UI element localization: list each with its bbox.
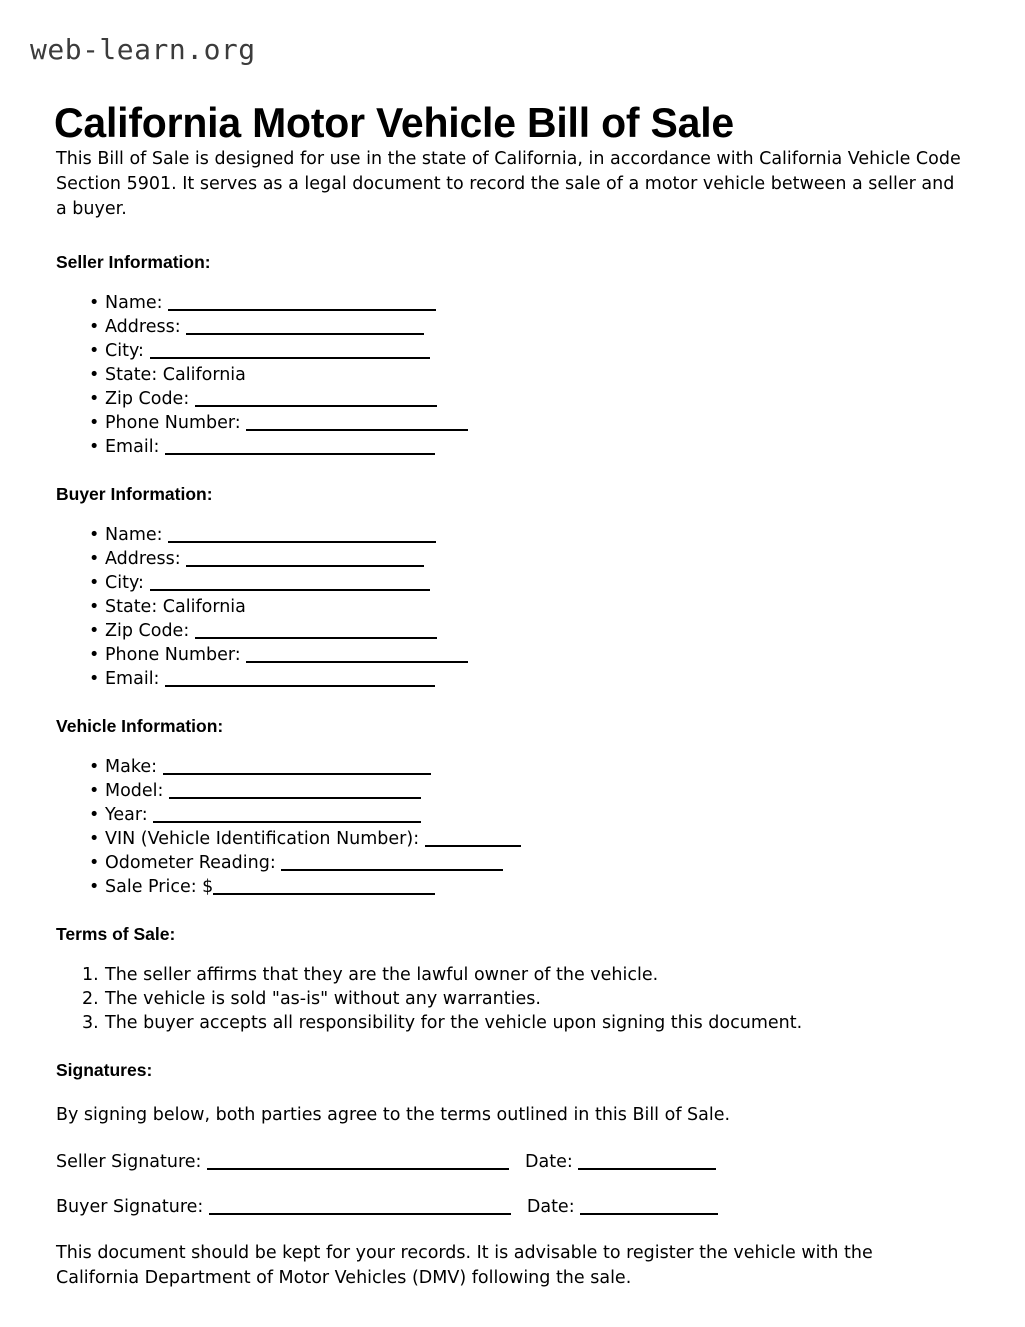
field-label: City: bbox=[105, 341, 150, 361]
field-label: Model: bbox=[105, 781, 170, 801]
form-field-row bbox=[56, 779, 968, 803]
field-label: Zip Code: bbox=[105, 389, 195, 409]
field-blank-line[interactable] bbox=[281, 854, 503, 871]
form-field-row bbox=[56, 595, 968, 619]
field-blank-line[interactable] bbox=[246, 414, 468, 431]
field-label: Zip Code: bbox=[105, 621, 195, 641]
field-blank-line[interactable] bbox=[213, 878, 435, 895]
form-field-row bbox=[56, 643, 968, 667]
form-field-row bbox=[56, 411, 968, 435]
field-blank-line[interactable] bbox=[163, 758, 431, 775]
field-label: Phone Number: bbox=[105, 645, 247, 665]
field-label: State: California bbox=[105, 365, 246, 385]
intro-paragraph: This Bill of Sale is designed for use in the state of California, in accordance with California Vehicle Code Section 5901. It serves as a legal document to record the sale of a motor vehicle between a seller and a buyer. bbox=[56, 149, 961, 219]
field-label: Address: bbox=[105, 549, 187, 569]
site-logo: web-learn.org bbox=[30, 33, 256, 66]
form-field-row bbox=[56, 619, 968, 643]
field-blank-line[interactable] bbox=[153, 806, 421, 823]
field-blank-line[interactable] bbox=[150, 342, 430, 359]
field-label: VIN (Vehicle Identification Number): bbox=[105, 829, 425, 849]
form-field-row bbox=[56, 291, 968, 315]
term-item bbox=[56, 1011, 968, 1035]
form-field-row bbox=[56, 339, 968, 363]
field-label: Email: bbox=[105, 669, 166, 689]
signature-blank-line[interactable] bbox=[209, 1198, 511, 1215]
signature-label: Buyer Signature: bbox=[56, 1197, 209, 1217]
form-field-row bbox=[56, 827, 968, 851]
signature-blank-line[interactable] bbox=[207, 1153, 509, 1170]
signatures-heading: Signatures: bbox=[56, 1060, 153, 1080]
page-title: California Motor Vehicle Bill of Sale bbox=[54, 99, 734, 147]
seller-information-heading: Seller Information: bbox=[56, 252, 211, 272]
buyer-fields-list bbox=[56, 523, 968, 691]
field-label: Address: bbox=[105, 317, 187, 337]
form-field-row bbox=[56, 547, 968, 571]
seller-fields-list bbox=[56, 291, 968, 459]
terms-of-sale-heading: Terms of Sale: bbox=[56, 924, 176, 944]
terms-list bbox=[56, 963, 968, 1035]
field-label: Odometer Reading: bbox=[105, 853, 282, 873]
field-blank-line[interactable] bbox=[168, 526, 436, 543]
form-field-row bbox=[56, 875, 968, 899]
field-blank-line[interactable] bbox=[186, 318, 424, 335]
vehicle-fields-list bbox=[56, 755, 968, 899]
term-item bbox=[56, 987, 968, 1011]
field-label: Make: bbox=[105, 757, 163, 777]
form-field-row bbox=[56, 387, 968, 411]
term-number: 1. bbox=[82, 965, 99, 985]
form-field-row bbox=[56, 755, 968, 779]
field-blank-line[interactable] bbox=[246, 646, 468, 663]
field-blank-line[interactable] bbox=[195, 390, 437, 407]
field-label: Phone Number: bbox=[105, 413, 247, 433]
signatures-intro: By signing below, both parties agree to the terms outlined in this Bill of Sale. bbox=[56, 1105, 731, 1125]
form-field-row bbox=[56, 851, 968, 875]
field-blank-line[interactable] bbox=[169, 782, 421, 799]
field-label: Year: bbox=[105, 805, 154, 825]
field-label: Sale Price: $ bbox=[105, 877, 214, 897]
signature-label: Seller Signature: bbox=[56, 1152, 208, 1172]
term-text: The buyer accepts all responsibility for the vehicle upon signing this document. bbox=[105, 1013, 803, 1033]
term-text: The vehicle is sold "as-is" without any warranties. bbox=[105, 989, 541, 1009]
date-blank-line[interactable] bbox=[578, 1153, 716, 1170]
field-label: Name: bbox=[105, 293, 169, 313]
field-blank-line[interactable] bbox=[165, 670, 435, 687]
document-body bbox=[56, 147, 968, 1291]
signature-row bbox=[56, 1195, 968, 1219]
form-field-row bbox=[56, 523, 968, 547]
term-text: The seller affirms that they are the lawful owner of the vehicle. bbox=[105, 965, 659, 985]
field-label: State: California bbox=[105, 597, 246, 617]
signature-rows bbox=[56, 1150, 968, 1219]
closing-paragraph: This document should be kept for your records. It is advisable to register the vehicle with the California Department of Motor Vehicles (DMV) following the sale. bbox=[56, 1243, 873, 1288]
field-label: City: bbox=[105, 573, 150, 593]
buyer-information-heading: Buyer Information: bbox=[56, 484, 213, 504]
form-field-row bbox=[56, 315, 968, 339]
form-field-row bbox=[56, 803, 968, 827]
field-blank-line[interactable] bbox=[165, 438, 435, 455]
date-blank-line[interactable] bbox=[580, 1198, 718, 1215]
signature-row bbox=[56, 1150, 968, 1174]
field-blank-line[interactable] bbox=[150, 574, 430, 591]
vehicle-information-heading: Vehicle Information: bbox=[56, 716, 224, 736]
term-number: 3. bbox=[82, 1013, 99, 1033]
form-field-row bbox=[56, 363, 968, 387]
date-label: Date: bbox=[526, 1197, 581, 1217]
term-number: 2. bbox=[82, 989, 99, 1009]
form-field-row bbox=[56, 571, 968, 595]
field-blank-line[interactable] bbox=[425, 830, 521, 847]
field-blank-line[interactable] bbox=[168, 294, 436, 311]
field-label: Email: bbox=[105, 437, 166, 457]
field-blank-line[interactable] bbox=[195, 622, 437, 639]
date-label: Date: bbox=[525, 1152, 579, 1172]
field-blank-line[interactable] bbox=[186, 550, 424, 567]
form-field-row bbox=[56, 667, 968, 691]
signature-row-spacer bbox=[56, 1174, 968, 1195]
term-item bbox=[56, 963, 968, 987]
field-label: Name: bbox=[105, 525, 169, 545]
form-field-row bbox=[56, 435, 968, 459]
